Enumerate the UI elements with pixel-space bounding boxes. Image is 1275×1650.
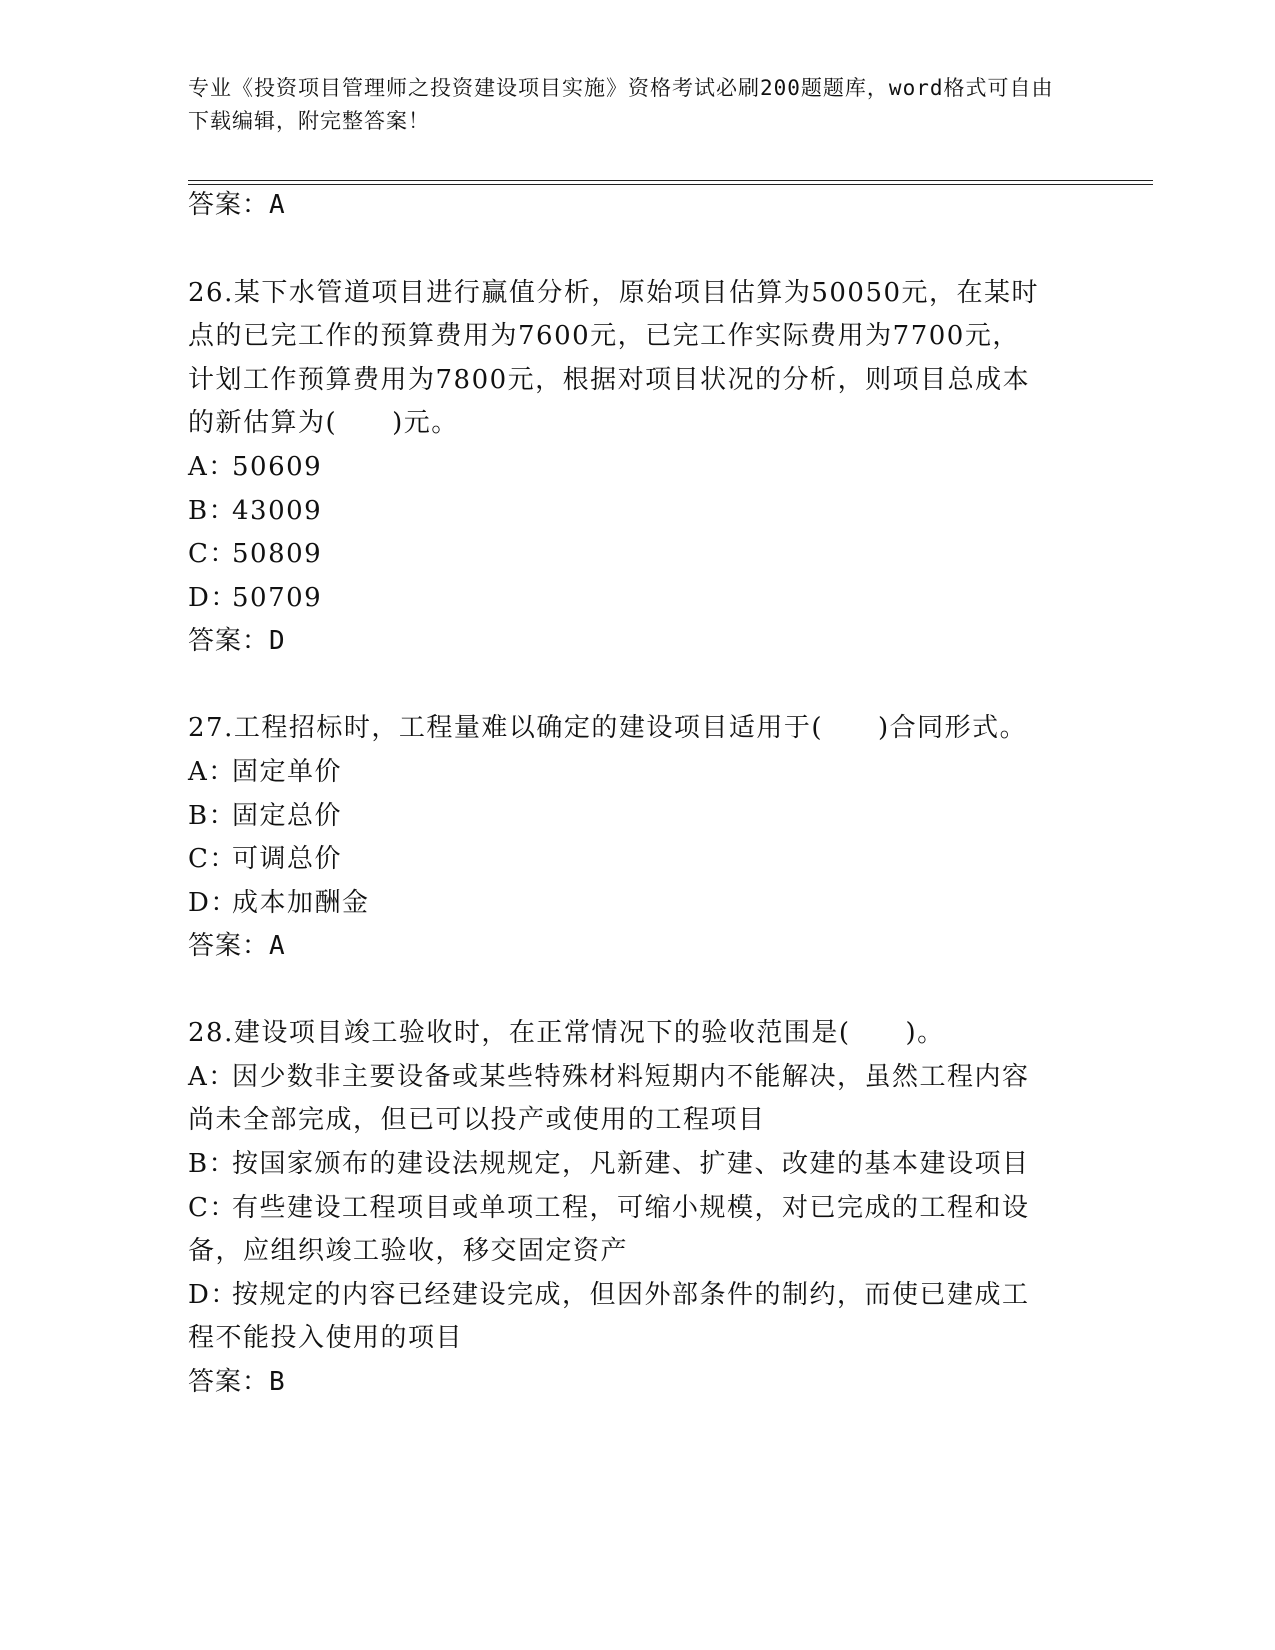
option-letter: A： bbox=[188, 1062, 236, 1092]
option-letter: C： bbox=[188, 539, 237, 569]
option-letter: C： bbox=[188, 1193, 237, 1223]
answer-label: 答案： bbox=[188, 626, 270, 656]
question-stem-line: 27.工程招标时，工程量难以确定的建设项目适用于( )合同形式。 bbox=[188, 713, 1028, 743]
option-text: 按规定的内容已经建设完成，但因外部条件的制约，而使已建成工 bbox=[232, 1280, 1030, 1310]
option-letter: D： bbox=[188, 583, 238, 613]
option-letter: B： bbox=[188, 1149, 237, 1179]
question-answer bbox=[188, 620, 286, 657]
question-stem-line: 28.建设项目竣工验收时，在正常情况下的验收范围是( )。 bbox=[188, 1018, 945, 1048]
option-continuation: 程不能投入使用的项目 bbox=[188, 1323, 464, 1353]
option-a bbox=[188, 751, 342, 788]
option-text: 可调总价 bbox=[232, 844, 343, 874]
option-letter: B： bbox=[188, 496, 237, 526]
answer-value: D bbox=[269, 626, 286, 656]
option-b bbox=[188, 1143, 1030, 1180]
option-text: 固定总价 bbox=[232, 801, 343, 831]
header-rule-bottom bbox=[188, 184, 1153, 185]
question-stem-line: 26.某下水管道项目进行赢值分析，原始项目估算为50050元，在某时 bbox=[188, 278, 1040, 308]
option-text: 按国家颁布的建设法规规定，凡新建、扩建、改建的基本建设项目 bbox=[232, 1149, 1030, 1179]
question-stem-line: 点的已完工作的预算费用为7600元，已完工作实际费用为7700元， bbox=[188, 321, 1020, 351]
option-text: 50709 bbox=[232, 583, 323, 613]
question-stem-line: 计划工作预算费用为7800元，根据对项目状况的分析，则项目总成本 bbox=[188, 365, 1031, 395]
option-text: 因少数非主要设备或某些特殊材料短期内不能解决，虽然工程内容 bbox=[232, 1062, 1030, 1092]
answer-value: A bbox=[269, 190, 286, 220]
answer-label: 答案： bbox=[188, 190, 270, 220]
option-b bbox=[188, 795, 342, 832]
document-header: 专业《投资项目管理师之投资建设项目实施》资格考试必刷200题题库，word格式可自由下载编辑，附完整答案！ bbox=[188, 76, 1054, 133]
option-text: 50809 bbox=[232, 539, 323, 569]
option-b bbox=[188, 490, 322, 527]
option-d bbox=[188, 1274, 1030, 1311]
option-text: 有些建设工程项目或单项工程，可缩小规模，对已完成的工程和设 bbox=[232, 1193, 1030, 1223]
answer-label: 答案： bbox=[188, 931, 270, 961]
previous-answer bbox=[188, 184, 286, 221]
option-letter: B： bbox=[188, 801, 237, 831]
question-answer bbox=[188, 925, 286, 962]
option-a bbox=[188, 1056, 1030, 1093]
option-continuation: 备，应组织竣工验收，移交固定资产 bbox=[188, 1236, 629, 1266]
option-letter: A： bbox=[188, 757, 236, 787]
option-d bbox=[188, 577, 322, 614]
option-continuation: 尚未全部完成，但已可以投产或使用的工程项目 bbox=[188, 1105, 766, 1135]
answer-label: 答案： bbox=[188, 1367, 270, 1397]
option-c bbox=[188, 1187, 1030, 1224]
question-answer bbox=[188, 1361, 286, 1398]
option-text: 成本加酬金 bbox=[232, 888, 370, 918]
option-c bbox=[188, 838, 342, 875]
option-a bbox=[188, 446, 322, 483]
header-rule-top bbox=[188, 180, 1153, 181]
option-text: 固定单价 bbox=[232, 757, 343, 787]
option-letter: C： bbox=[188, 844, 237, 874]
question-stem-line: 的新估算为( )元。 bbox=[188, 408, 459, 438]
answer-value: B bbox=[269, 1367, 286, 1397]
option-c bbox=[188, 533, 322, 570]
option-letter: D： bbox=[188, 888, 238, 918]
option-text: 50609 bbox=[232, 452, 323, 482]
option-text: 43009 bbox=[232, 496, 323, 526]
answer-value: A bbox=[269, 931, 286, 961]
option-letter: D： bbox=[188, 1280, 238, 1310]
option-letter: A： bbox=[188, 452, 236, 482]
option-d bbox=[188, 882, 370, 919]
